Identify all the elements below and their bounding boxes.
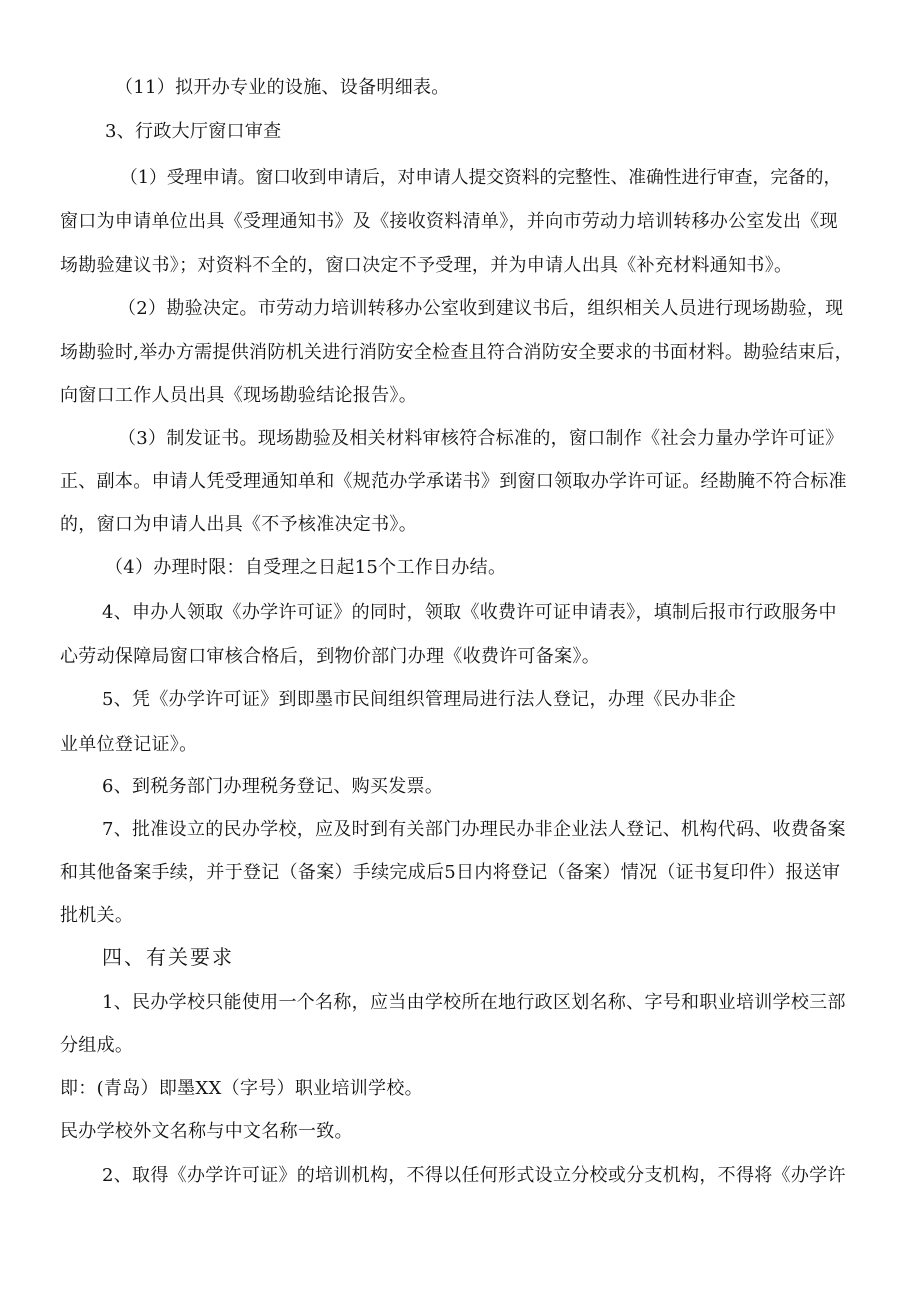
text-line: （1）受理申请。窗口收到申请后，对申请人提交资料的完整性、准确性进行审查，完备的， [120,168,842,188]
text-line: 1、民办学校只能使用一个名称，应当由学校所在地行政区划名称、字号和职业培训学校三部 [102,992,846,1013]
text-line: 2、取得《办学许可证》的培训机构，不得以任何形式设立分校或分支机构，不得将《办学许 [102,1165,846,1186]
text-line: 即：(青岛）即墨XX（字号）职业培训学校。 [60,1078,423,1099]
text-line: （2）勘验决定。市劳动力培训转移办公室收到建议书后，组织相关人员进行现场勘验，现 [118,298,844,319]
text-line: 7、批准设立的民办学校，应及时到有关部门办理民办非企业法人登记、机构代码、收费备案 [102,819,846,840]
text-line: 向窗口工作人员出具《现场勘验结论报告》。 [60,385,417,406]
text-line: 批机关。 [60,905,134,926]
text-line: 5、凭《办学许可证》到即墨市民间组织管理局进行法人登记，办理《民办非企 [102,689,736,710]
text-line: 正、副本。申请人凭受理通知单和《规范办学承诺书》到窗口领取办学许可证。经勘腌不符合标准 [60,471,847,492]
section-heading: 四、有关要求 [102,945,234,969]
text-line: 场勘验时,举办方需提供消防机关进行消防安全检查且符合消防安全要求的书面材料。勘验结束后， [60,342,853,363]
text-line: 分组成。 [60,1035,134,1056]
text-line: 的，窗口为申请人出具《不予核准决定书》。 [60,514,417,535]
text-line: 心劳动保障局窗口审核合格后，到物价部门办理《收费许可备案》。 [60,646,600,667]
text-line: （4）办理时限：自受理之日起15个工作日办结。 [105,557,507,578]
text-line: 4、申办人领取《办学许可证》的同时，领取《收费许可证申请表》，填制后报市行政服务中 [102,602,837,623]
text-line: 业单位登记证》。 [60,734,198,755]
text-line: 窗口为申请单位出具《受理通知书》及《接收资料清单》，并向市劳动力培训转移办公室发出《现 [60,211,838,232]
text-line: 和其他备案手续，并于登记（备案）手续完成后5日内将登记（备案）情况（证书复印件）报送审 [60,862,841,883]
text-line: （11）拟开办专业的设施、设备明细表。 [115,77,450,98]
text-line: 6、到税务部门办理税务登记、购买发票。 [102,776,444,797]
text-line: （3）制发证书。现场勘验及相关材料审核符合标准的，窗口制作《社会力量办学许可证》 [118,428,844,449]
text-line: 民办学校外文名称与中文名称一致。 [60,1121,353,1142]
section-heading: 3、行政大厅窗口审查 [105,121,282,142]
text-line: 场勘验建议书》；对资料不全的，窗口决定不予受理，并为申请人出具《补充材料通知书》。 [60,255,793,276]
